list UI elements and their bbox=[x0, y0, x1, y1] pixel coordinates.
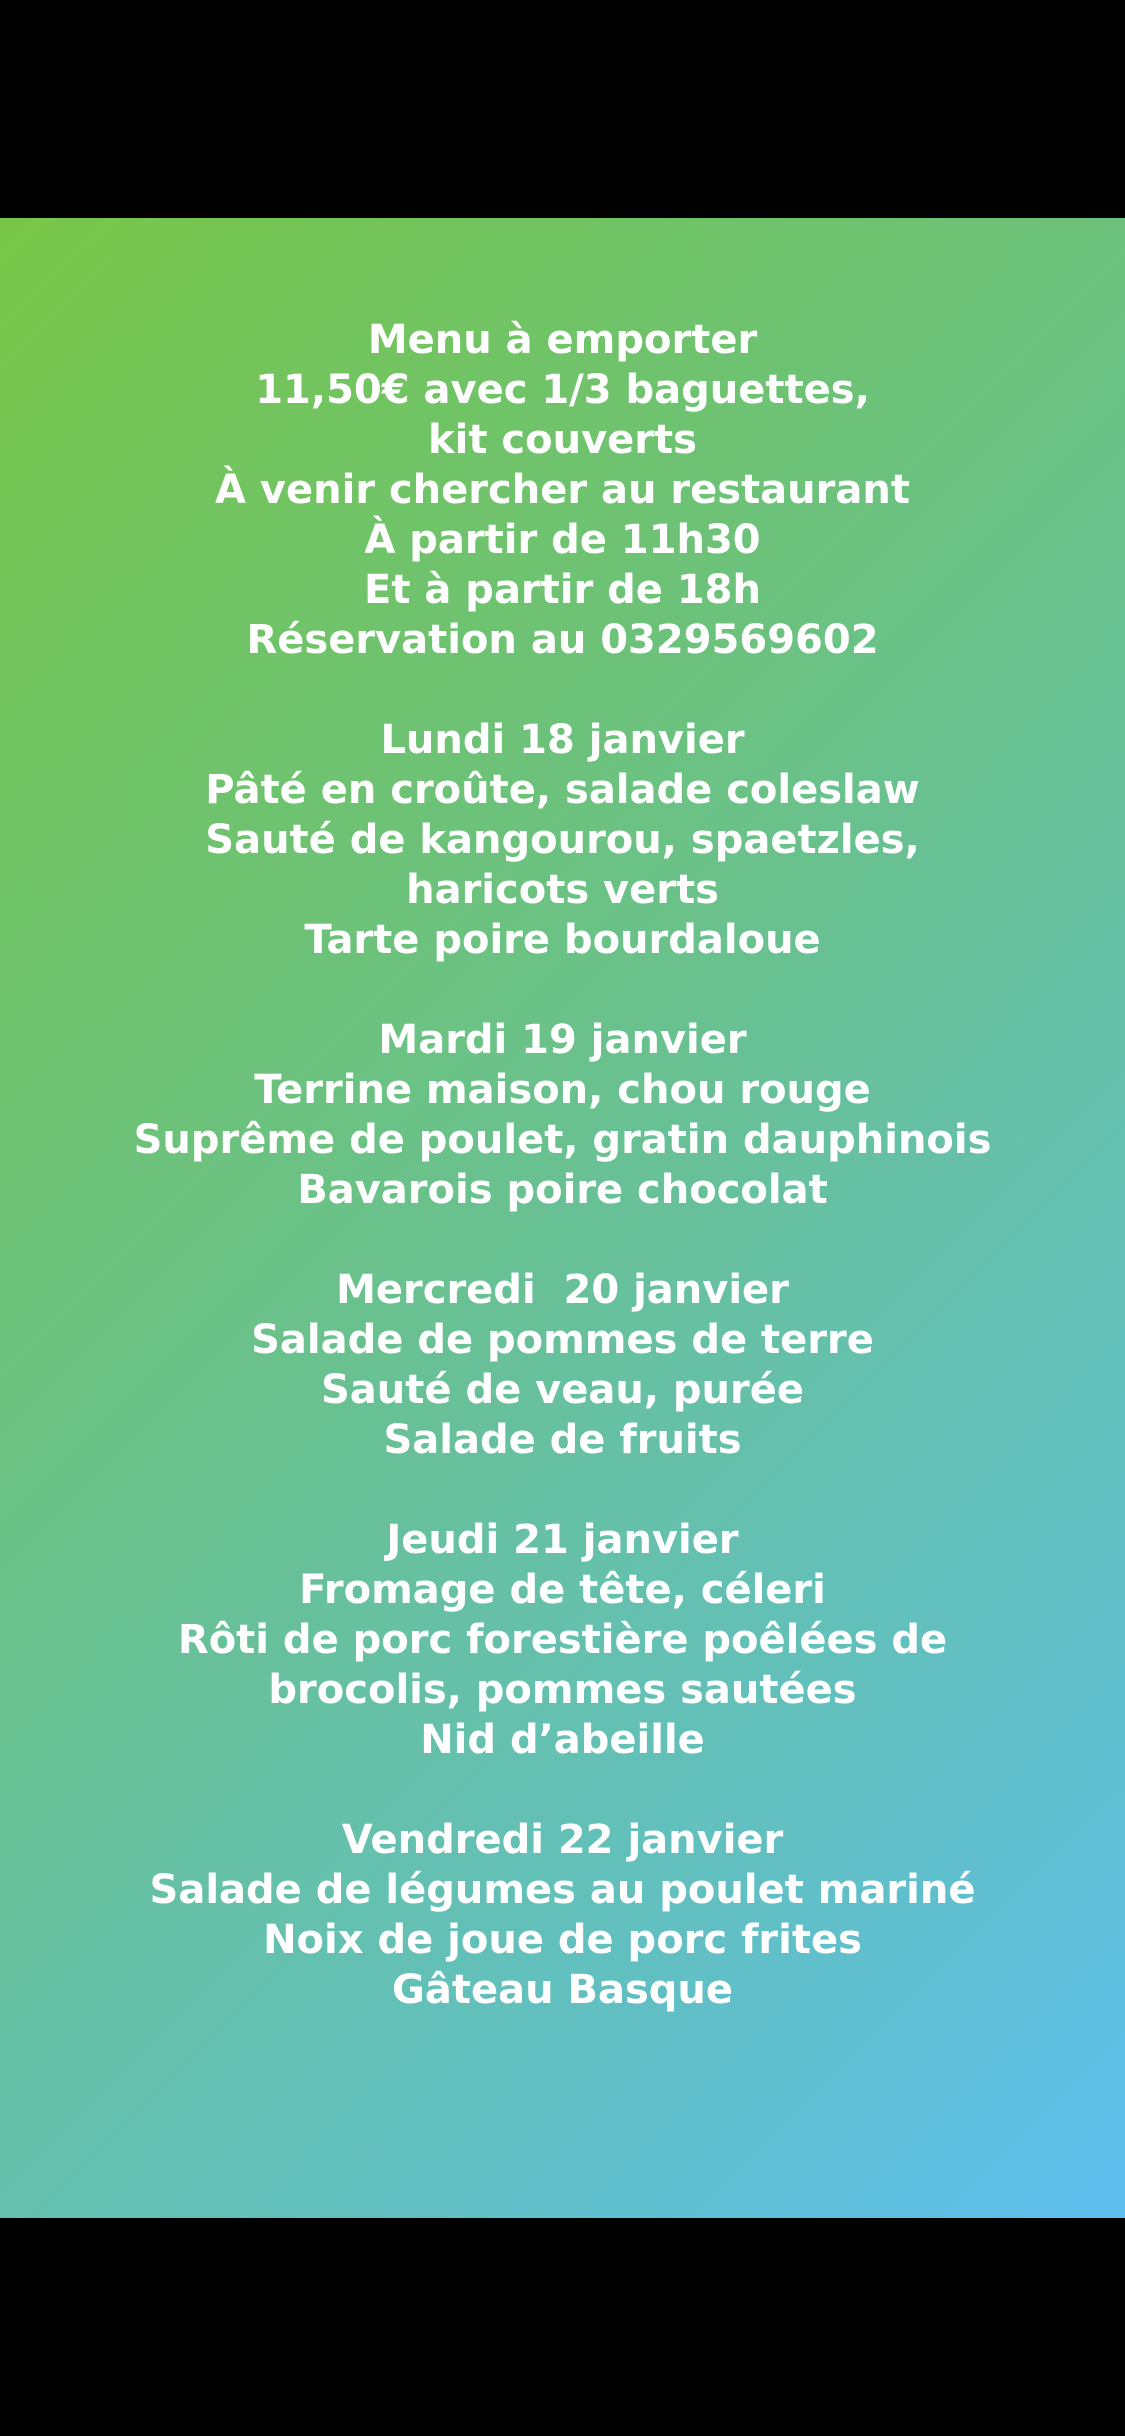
bottom-letterbox bbox=[0, 2218, 1125, 2436]
dish-line: Gâteau Basque bbox=[392, 1967, 733, 2013]
dish-line: Salade de légumes au poulet mariné bbox=[149, 1867, 976, 1913]
dish-line: Nid d’abeille bbox=[420, 1717, 705, 1763]
top-letterbox bbox=[0, 0, 1125, 218]
dish-line: Sauté de veau, purée bbox=[320, 1367, 805, 1413]
dish-line: Rôti de porc forestière poêlées de bbox=[177, 1617, 948, 1663]
dish-line: Suprême de poulet, gratin dauphinois bbox=[133, 1117, 992, 1163]
day-title: Mercredi 20 janvier bbox=[336, 1267, 789, 1313]
dish-line: Noix de joue de porc frites bbox=[263, 1917, 862, 1963]
day-title: Lundi 18 janvier bbox=[380, 717, 745, 763]
day-title: Jeudi 21 janvier bbox=[386, 1517, 739, 1563]
dish-line: Pâté en croûte, salade coleslaw bbox=[205, 767, 920, 813]
dish-line: Sauté de kangourou, spaetzles, bbox=[205, 817, 920, 863]
spacer bbox=[0, 665, 1125, 715]
dish-line: Salade de fruits bbox=[383, 1417, 742, 1463]
dish-line: brocolis, pommes sautées bbox=[268, 1667, 857, 1713]
day-title: Mardi 19 janvier bbox=[378, 1017, 747, 1063]
day-block-monday bbox=[0, 715, 1125, 965]
evening-time-line: Et à partir de 18h bbox=[364, 567, 761, 613]
menu-card bbox=[0, 218, 1125, 2218]
spacer bbox=[0, 965, 1125, 1015]
kit-line: kit couverts bbox=[428, 417, 697, 463]
dish-line: Fromage de tête, céleri bbox=[299, 1567, 826, 1613]
spacer bbox=[0, 1765, 1125, 1815]
dish-line: Tarte poire bourdaloue bbox=[304, 917, 821, 963]
day-block-thursday bbox=[0, 1515, 1125, 1765]
day-block-friday bbox=[0, 1815, 1125, 2015]
reservation-line: Réservation au 0329569602 bbox=[246, 617, 879, 663]
menu-text bbox=[0, 315, 1125, 2015]
spacer bbox=[0, 1215, 1125, 1265]
dish-line: Salade de pommes de terre bbox=[251, 1317, 874, 1363]
day-title: Vendredi 22 janvier bbox=[341, 1817, 784, 1863]
dish-line: Terrine maison, chou rouge bbox=[254, 1067, 871, 1113]
dish-line: haricots verts bbox=[406, 867, 719, 913]
menu-title: Menu à emporter bbox=[367, 317, 758, 363]
day-block-wednesday bbox=[0, 1265, 1125, 1465]
dish-line: Bavarois poire chocolat bbox=[297, 1167, 828, 1213]
menu-header bbox=[0, 315, 1125, 665]
pickup-line: À venir chercher au restaurant bbox=[215, 467, 910, 513]
lunch-time-line: À partir de 11h30 bbox=[364, 517, 761, 563]
spacer bbox=[0, 1465, 1125, 1515]
day-block-tuesday bbox=[0, 1015, 1125, 1215]
price-line: 11,50€ avec 1/3 baguettes, bbox=[255, 367, 870, 413]
